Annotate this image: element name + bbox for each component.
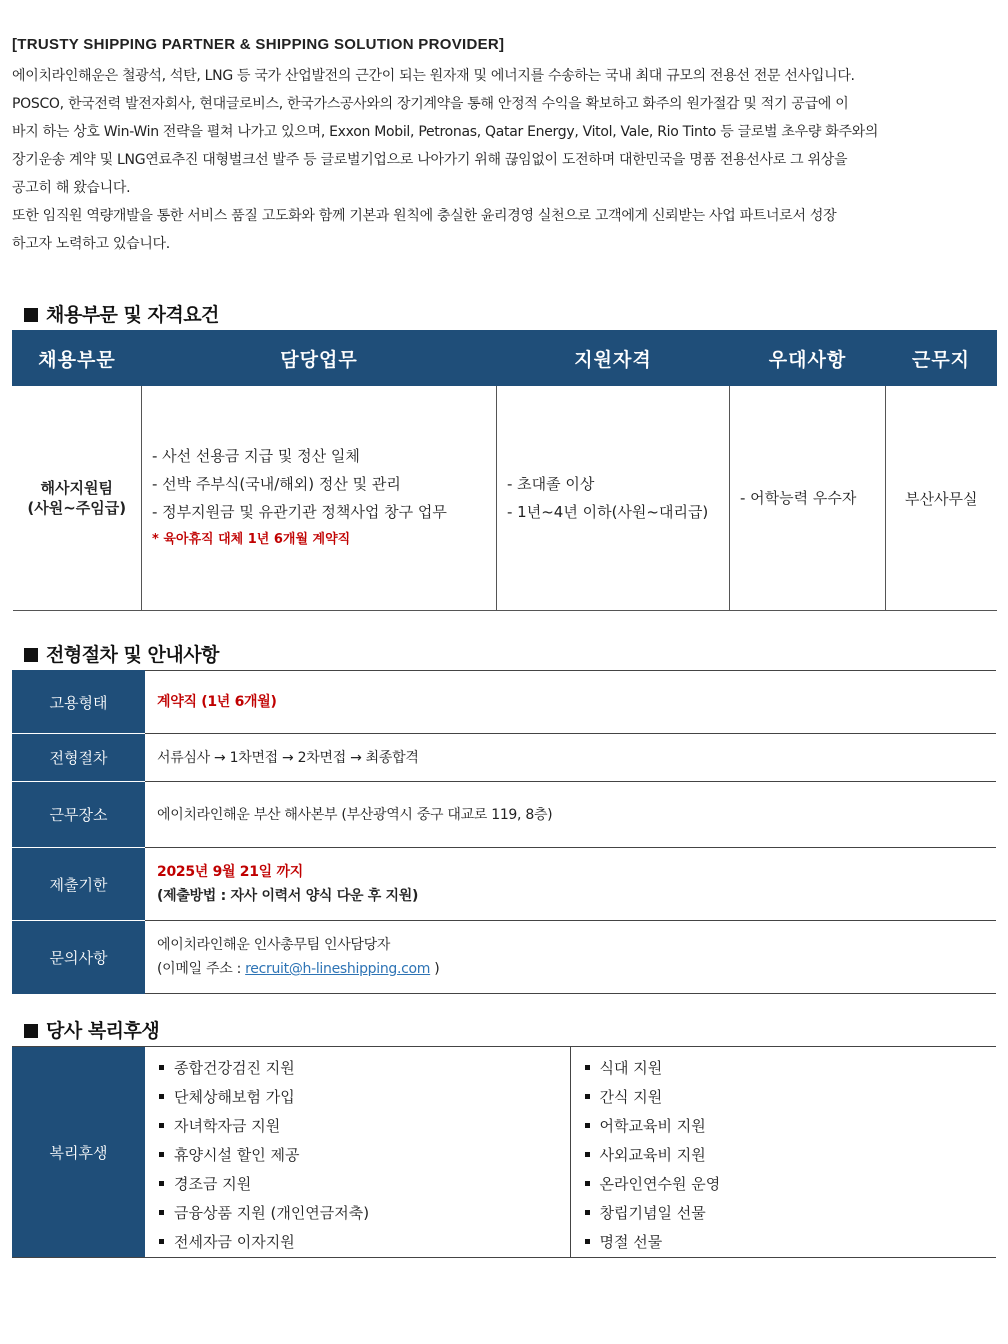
section-heading-text: 채용부문 및 자격요건 xyxy=(46,304,219,326)
table-row xyxy=(12,1047,996,1258)
qualification-item: - 1년~4년 이하(사원~대리급) xyxy=(507,503,709,521)
bullet-icon xyxy=(585,1210,590,1215)
positions-table xyxy=(12,330,997,611)
section-heading-text: 당사 복리후생 xyxy=(46,1020,160,1042)
location-cell: 부산사무실 xyxy=(886,386,997,611)
qualification-item: - 초대졸 이상 xyxy=(507,475,595,493)
benefit-text: 어학교육비 지원 xyxy=(599,1117,706,1135)
benefit-text: 전세자금 이자지원 xyxy=(174,1233,295,1251)
intro-line: POSCO, 한국전력 발전자회사, 현대글로비스, 한국가스공사와의 장기계약을 통해 안정적 수익을 확보하고 화주의 원가절감 및 적기 공급에 이 xyxy=(12,96,849,112)
benefits-right-column xyxy=(570,1047,996,1258)
email-prefix: (이메일 주소 : xyxy=(157,961,246,977)
department-cell xyxy=(13,386,142,611)
benefit-text: 온라인연수원 운영 xyxy=(599,1175,721,1193)
bullet-icon xyxy=(585,1239,590,1244)
intro-line: 공고히 해 왔습니다. xyxy=(12,180,131,196)
benefit-text: 휴양시설 할인 제공 xyxy=(174,1146,300,1164)
duty-item: - 사선 선용금 지급 및 정산 일체 xyxy=(152,447,360,465)
benefit-text: 명절 선물 xyxy=(599,1233,663,1251)
bullet-icon xyxy=(159,1065,164,1070)
bullet-icon xyxy=(159,1210,164,1215)
benefits-table xyxy=(12,1046,996,1258)
process-table xyxy=(12,670,996,994)
bullet-icon xyxy=(585,1181,590,1186)
intro-line: 하고자 노력하고 있습니다. xyxy=(12,236,170,252)
square-bullet-icon xyxy=(24,648,38,662)
bullet-icon xyxy=(585,1123,590,1128)
bullet-icon xyxy=(159,1152,164,1157)
table-row xyxy=(12,734,996,782)
bullet-icon xyxy=(585,1094,590,1099)
header-department: 채용부문 xyxy=(13,331,142,386)
intro-line: 장기운송 계약 및 LNG연료추진 대형벌크선 발주 등 글로벌기업으로 나아가기 위해 끊임없이 도전하며 대한민국을 명품 전용선사로 그 위상을 xyxy=(12,152,848,168)
list-item xyxy=(159,1083,570,1112)
section-heading-positions xyxy=(24,300,219,327)
table-row xyxy=(13,386,997,611)
header-location: 근무지 xyxy=(886,331,997,386)
workplace-value: 에이치라인해운 부산 해사본부 (부산광역시 중구 대교로 119, 8층) xyxy=(145,782,996,848)
benefits-left-column xyxy=(145,1047,570,1258)
benefit-text: 종합건강검진 지원 xyxy=(174,1059,295,1077)
inquiry-label: 문의사항 xyxy=(12,921,145,994)
department-name: 해사지원팀 xyxy=(40,479,113,497)
list-item xyxy=(585,1170,997,1199)
benefit-text: 경조금 지원 xyxy=(174,1175,252,1193)
deadline-value: 2025년 9월 21일 까지 xyxy=(157,864,303,880)
duties-cell xyxy=(142,386,497,611)
intro-paragraph-2 xyxy=(12,202,1008,258)
list-item xyxy=(159,1199,570,1228)
email-link[interactable]: recruit@h-lineshipping.com xyxy=(245,961,431,977)
benefit-text: 단체상해보험 가입 xyxy=(174,1088,295,1106)
table-row xyxy=(12,671,996,734)
benefit-text: 금융상품 지원 (개인연금저축) xyxy=(174,1204,370,1222)
submission-method: (제출방법 : 자사 이력서 양식 다운 후 지원) xyxy=(157,888,419,904)
header-preferred: 우대사항 xyxy=(730,331,886,386)
email-suffix: ) xyxy=(430,961,440,977)
workplace-label: 근무장소 xyxy=(12,782,145,848)
intro-paragraph-1 xyxy=(12,62,1008,202)
qualifications-cell xyxy=(497,386,730,611)
preferred-cell: - 어학능력 우수자 xyxy=(730,386,886,611)
list-item xyxy=(159,1054,570,1083)
table-row xyxy=(12,921,996,994)
benefits-label: 복리후생 xyxy=(12,1047,145,1258)
benefit-text: 사외교육비 지원 xyxy=(599,1146,706,1164)
square-bullet-icon xyxy=(24,308,38,322)
inquiry-email-line xyxy=(157,957,995,981)
contract-note: * 육아휴직 대체 1년 6개월 계약직 xyxy=(152,532,351,547)
bullet-icon xyxy=(159,1123,164,1128)
list-item xyxy=(585,1228,997,1257)
department-level: (사원~주임급) xyxy=(27,499,127,517)
bullet-icon xyxy=(159,1094,164,1099)
header-qualifications: 지원자격 xyxy=(497,331,730,386)
list-item xyxy=(585,1199,997,1228)
header-duties: 담당업무 xyxy=(142,331,497,386)
company-intro xyxy=(12,34,1008,258)
list-item xyxy=(585,1083,997,1112)
positions-header-row xyxy=(13,331,997,386)
list-item xyxy=(585,1112,997,1141)
employment-type-label: 고용형태 xyxy=(12,671,145,734)
duty-item: - 선박 주부식(국내/해외) 정산 및 관리 xyxy=(152,475,401,493)
intro-line: 또한 임직원 역량개발을 통한 서비스 품질 고도화와 함께 기본과 원칙에 충실한 윤리경영 실천으로 고객에게 신뢰받는 사업 파트너로서 성장 xyxy=(12,208,837,224)
list-item xyxy=(159,1170,570,1199)
table-row xyxy=(12,782,996,848)
section-heading-benefits xyxy=(24,1016,159,1043)
list-item xyxy=(159,1141,570,1170)
process-value: 서류심사 → 1차면접 → 2차면접 → 최종합격 xyxy=(145,734,996,782)
bullet-icon xyxy=(159,1181,164,1186)
square-bullet-icon xyxy=(24,1024,38,1038)
list-item xyxy=(159,1228,570,1257)
benefit-text: 창립기념일 선물 xyxy=(599,1204,706,1222)
inquiry-contact: 에이치라인해운 인사총무팀 인사담당자 xyxy=(157,937,391,953)
list-item xyxy=(585,1141,997,1170)
deadline-label: 제출기한 xyxy=(12,848,145,921)
process-label: 전형절차 xyxy=(12,734,145,782)
bullet-icon xyxy=(585,1065,590,1070)
employment-type-value: 계약직 (1년 6개월) xyxy=(145,671,996,734)
list-item xyxy=(585,1054,997,1083)
bullet-icon xyxy=(585,1152,590,1157)
duty-item: - 정부지원금 및 유관기관 정책사업 창구 업무 xyxy=(152,503,447,521)
list-item xyxy=(159,1112,570,1141)
inquiry-cell xyxy=(145,921,996,994)
section-heading-text: 전형절차 및 안내사항 xyxy=(46,644,219,666)
intro-title: [TRUSTY SHIPPING PARTNER & SHIPPING SOLUTION PROVIDER] xyxy=(12,36,505,53)
deadline-cell xyxy=(145,848,996,921)
section-heading-process xyxy=(24,640,219,667)
benefit-text: 식대 지원 xyxy=(599,1059,663,1077)
intro-line: 바지 하는 상호 Win-Win 전략을 펼쳐 나가고 있으며, Exxon Mobil, Petronas, Qatar Energy, Vitol, Vale, Rio Tinto 등 글로벌 초우량 화주와의 xyxy=(12,124,879,140)
intro-line: 에이치라인해운은 철광석, 석탄, LNG 등 국가 산업발전의 근간이 되는 원자재 및 에너지를 수송하는 국내 최대 규모의 전용선 전문 선사입니다. xyxy=(12,68,855,84)
benefit-text: 자녀학자금 지원 xyxy=(174,1117,281,1135)
bullet-icon xyxy=(159,1239,164,1244)
benefit-text: 간식 지원 xyxy=(599,1088,663,1106)
table-row xyxy=(12,848,996,921)
